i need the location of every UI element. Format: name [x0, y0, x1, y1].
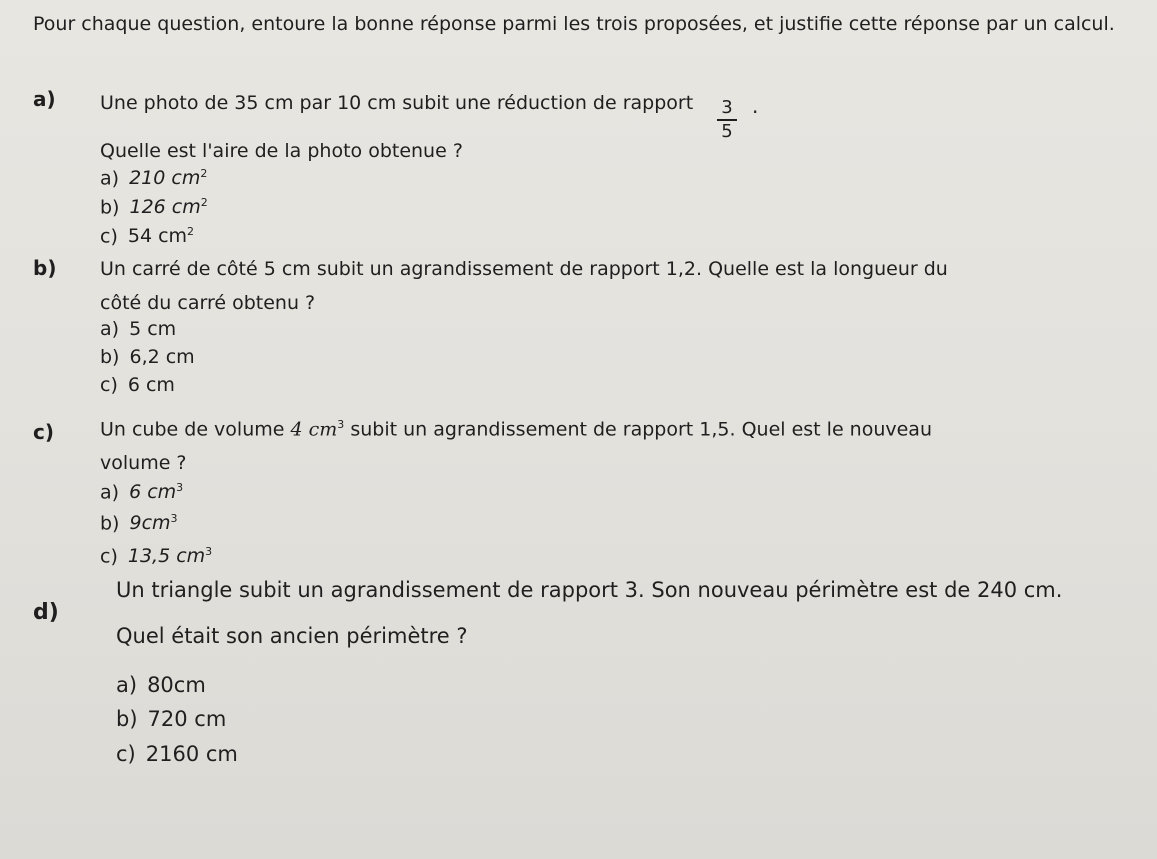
- question-c-text-pre: Un cube de volume: [100, 418, 285, 441]
- option-letter: b): [116, 707, 138, 731]
- instructions: Pour chaque question, entoure la bonne réponse parmi les trois proposées, et justifie cette réponse par un calcul.: [33, 13, 1115, 35]
- question-c-volume-exponent: 3: [337, 418, 345, 431]
- question-c-volume: 4 cm: [290, 418, 338, 441]
- option-letter: a): [100, 481, 120, 504]
- option-value: 80cm: [147, 673, 206, 697]
- question-a-period: .: [752, 94, 759, 118]
- question-b-text-line2: côté du carré obtenu ?: [100, 292, 316, 314]
- option-value: 13,5 cm: [127, 545, 206, 568]
- option-b-c: [100, 374, 175, 396]
- option-letter: b): [100, 346, 120, 368]
- option-a-a: [100, 167, 207, 189]
- question-b-text-line1: Un carré de côté 5 cm subit un agrandissement de rapport 1,2. Quelle est la longueur du: [100, 258, 948, 280]
- option-letter: a): [116, 673, 138, 697]
- option-exponent: 2: [200, 167, 208, 180]
- option-value: 9cm: [129, 512, 171, 535]
- option-exponent: 3: [205, 545, 213, 558]
- question-a-question: Quelle est l'aire de la photo obtenue ?: [100, 140, 463, 162]
- option-letter: c): [116, 742, 136, 766]
- question-c-text-line2: volume ?: [100, 452, 187, 474]
- question-c-text-line1: [100, 418, 932, 440]
- question-a-text: Une photo de 35 cm par 10 cm subit une réduction de rapport: [100, 92, 694, 114]
- option-a-c: [100, 225, 194, 247]
- question-a-label: a): [33, 87, 56, 111]
- option-exponent: 3: [170, 512, 178, 525]
- option-value: 5 cm: [129, 318, 177, 340]
- option-letter: c): [100, 374, 118, 396]
- option-value: 2160 cm: [145, 742, 238, 766]
- question-d-text-line2: Quel était son ancien périmètre ?: [116, 624, 468, 648]
- option-letter: b): [100, 196, 120, 219]
- option-value: 6 cm: [129, 481, 177, 504]
- question-c-label: c): [33, 420, 54, 444]
- option-letter: b): [100, 512, 120, 535]
- option-c-b: [100, 512, 178, 534]
- option-value: 210 cm: [129, 167, 201, 190]
- option-value: 6,2 cm: [129, 346, 195, 368]
- option-exponent: 2: [187, 225, 195, 238]
- question-b-label: b): [33, 256, 57, 280]
- question-c-text-post: subit un agrandissement de rapport 1,5. Quel est le nouveau: [350, 418, 932, 441]
- option-d-c: [116, 742, 238, 766]
- fraction-numerator: 3: [721, 97, 733, 118]
- option-a-b: [100, 196, 208, 218]
- option-c-a: [100, 481, 183, 503]
- fraction-denominator: 5: [721, 121, 733, 142]
- option-letter: a): [100, 167, 120, 190]
- option-value: 54 cm: [127, 225, 188, 248]
- option-letter: c): [100, 545, 118, 568]
- option-value: 126 cm: [129, 196, 201, 219]
- option-d-a: [116, 673, 206, 697]
- question-d-text-line1: Un triangle subit un agrandissement de rapport 3. Son nouveau périmètre est de 240 cm.: [116, 578, 1063, 602]
- option-value: 6 cm: [127, 374, 175, 396]
- fraction-three-fifths: [717, 98, 737, 142]
- option-exponent: 2: [200, 196, 208, 209]
- option-c-c: [100, 545, 212, 567]
- option-b-a: [100, 318, 176, 340]
- option-value: 720 cm: [147, 707, 227, 731]
- option-letter: c): [100, 225, 118, 248]
- option-exponent: 3: [176, 481, 184, 494]
- option-letter: a): [100, 318, 120, 340]
- option-d-b: [116, 707, 226, 731]
- question-d-label: d): [33, 600, 59, 625]
- option-b-b: [100, 346, 195, 368]
